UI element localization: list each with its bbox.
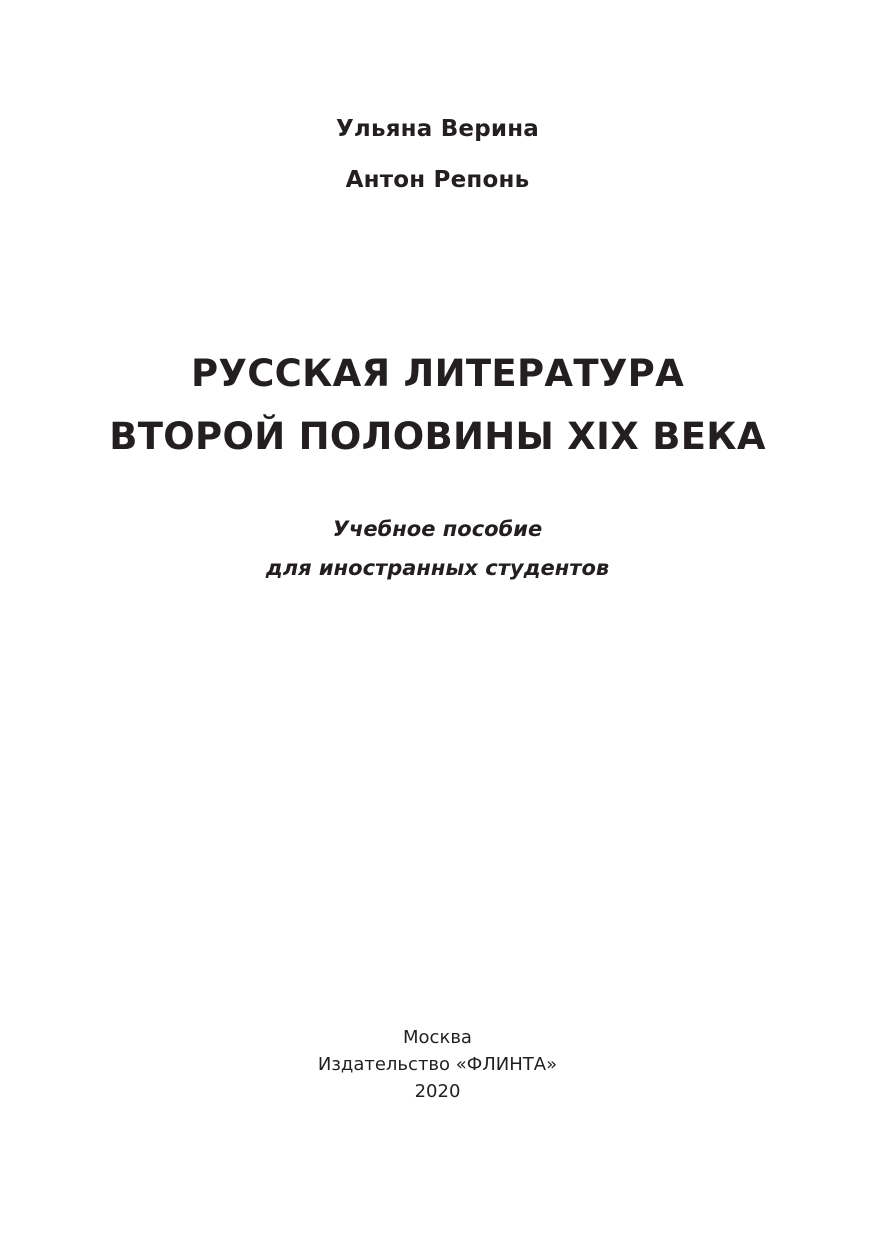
author-name: Ульяна Верина: [335, 116, 540, 142]
author-name: Антон Репонь: [345, 167, 530, 193]
book-title-line: РУССКАЯ ЛИТЕРАТУРА: [190, 352, 685, 395]
book-subtitle-line: Учебное пособие: [332, 517, 543, 541]
book-subtitle-line: для иностранных студентов: [265, 556, 610, 580]
book-title-line: ВТОРОЙ ПОЛОВИНЫ XIX ВЕКА: [109, 415, 766, 458]
imprint-publisher: Издательство «ФЛИНТА»: [317, 1054, 558, 1075]
imprint-year: 2020: [414, 1081, 461, 1102]
imprint-city: Москва: [403, 1027, 472, 1048]
